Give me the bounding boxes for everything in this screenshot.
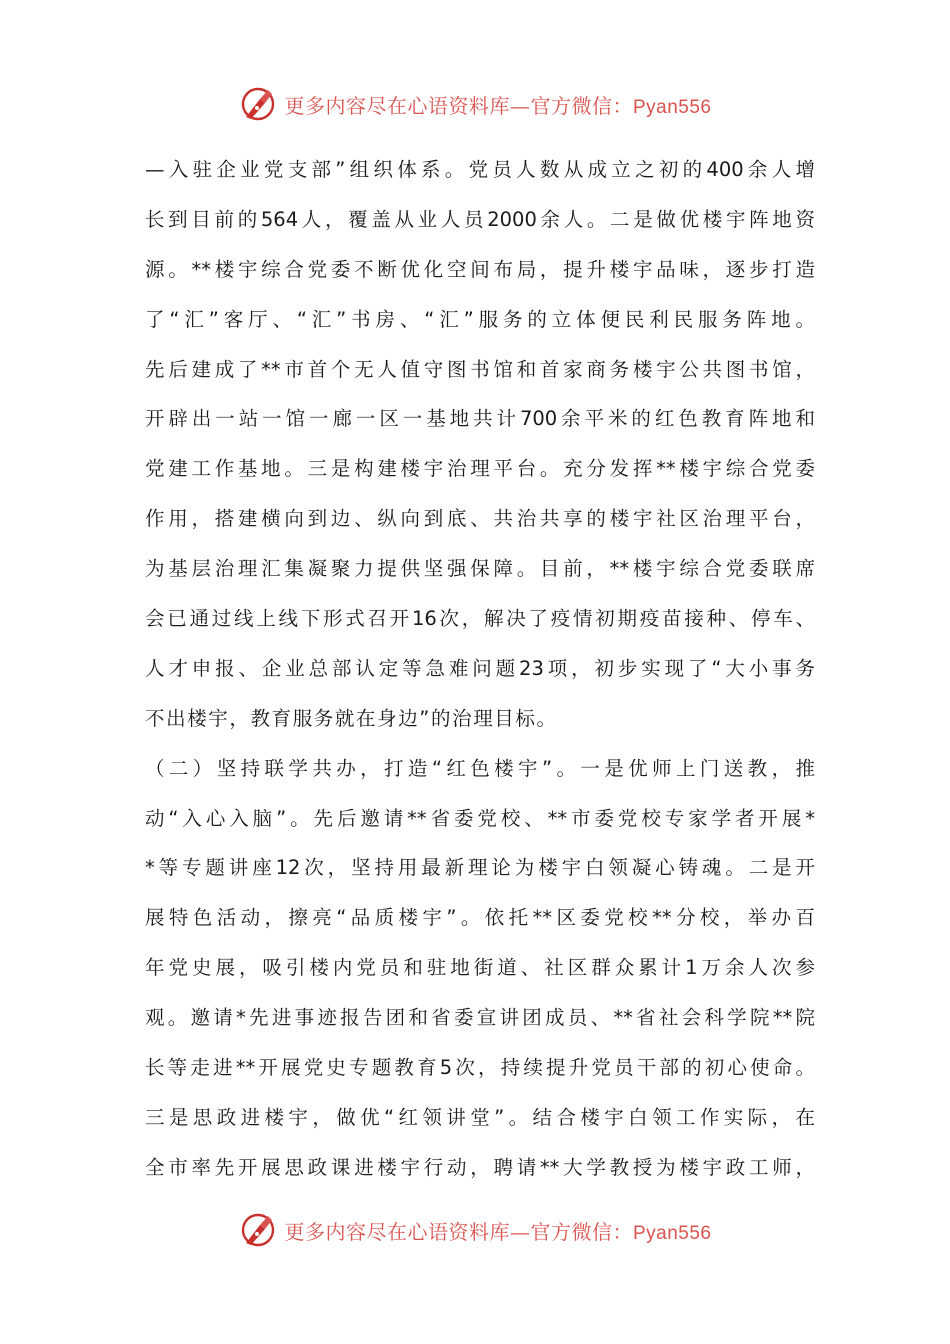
text-line: 长到目前的564人，覆盖从业人员2000余人。二是做优楼宇阵地资 <box>145 207 815 231</box>
text-line: —入驻企业党支部”组织体系。党员人数从成立之初的400余人增 <box>145 158 815 181</box>
text-line: 了“汇”客厅、“汇”书房、“汇”服务的立体便民利民服务阵地。 <box>145 307 815 331</box>
banner-main-text: 更多内容尽在心语资料库 <box>284 93 510 118</box>
pen-nib-logo-icon <box>238 1210 278 1250</box>
text-line: 不出楼宇，教育服务就在身边”的治理目标。 <box>145 706 558 730</box>
banner-dash: — <box>509 93 531 118</box>
banner-official-text: 官方微信： <box>530 1219 633 1244</box>
header-banner <box>0 82 950 126</box>
text-line: 人才申报、企业总部认定等急难问题23项，初步实现了“大小事务 <box>145 656 815 680</box>
banner-dash: — <box>509 1219 531 1244</box>
text-line: 全市率先开展思政课进楼宇行动，聘请**大学教授为楼宇政工师， <box>145 1155 815 1179</box>
text-line: 为基层治理汇集凝聚力提供坚强保障。目前，**楼宇综合党委联席 <box>145 557 815 581</box>
text-line: 长等走进**开展党史专题教育5次，持续提升党员干部的初心使命。 <box>145 1056 815 1080</box>
banner-official-text: 官方微信： <box>530 93 633 118</box>
text-line: 展特色活动，擦亮“品质楼宇”。依托**区委党校**分校，举办百 <box>145 906 815 930</box>
text-line: 会已通过线上线下形式召开16次，解决了疫情初期疫苗接种、停车、 <box>145 607 815 631</box>
document-body <box>145 145 815 1193</box>
text-line: 开辟出一站一馆一廊一区一基地共计700余平米的红色教育阵地和 <box>145 407 815 431</box>
text-line: （二）坚持联学共办，打造“红色楼宇”。一是优师上门送教，推 <box>145 756 815 780</box>
banner-wechat-id: Pyan556 <box>632 1222 712 1244</box>
text-line: 党建工作基地。三是构建楼宇治理平台。充分发挥**楼宇综合党委 <box>145 457 815 481</box>
pen-nib-logo-icon <box>238 84 278 124</box>
text-line: *等专题讲座12次，坚持用最新理论为楼宇白领凝心铸魂。二是开 <box>145 856 815 880</box>
text-line: 观。邀请*先进事迹报告团和省委宣讲团成员、**省社会科学院**院 <box>145 1006 815 1030</box>
banner-text <box>284 90 711 119</box>
text-line: 源。**楼宇综合党委不断优化空间布局，提升楼宇品味，逐步打造 <box>145 257 815 281</box>
text-line: 作用，搭建横向到边、纵向到底、共治共享的楼宇社区治理平台， <box>145 507 815 531</box>
text-line: 三是思政进楼宇，做优“红领讲堂”。结合楼宇白领工作实际，在 <box>145 1105 815 1129</box>
banner-main-text: 更多内容尽在心语资料库 <box>284 1219 510 1244</box>
banner-wechat-id: Pyan556 <box>632 96 712 118</box>
banner-text <box>284 1216 711 1245</box>
footer-banner <box>0 1208 950 1252</box>
text-line: 先后建成了**市首个无人值守图书馆和首家商务楼宇公共图书馆， <box>145 357 815 381</box>
text-line: 年党史展，吸引楼内党员和驻地街道、社区群众累计1万余人次参 <box>145 956 815 980</box>
text-line: 动“入心入脑”。先后邀请**省委党校、**市委党校专家学者开展* <box>145 806 815 830</box>
